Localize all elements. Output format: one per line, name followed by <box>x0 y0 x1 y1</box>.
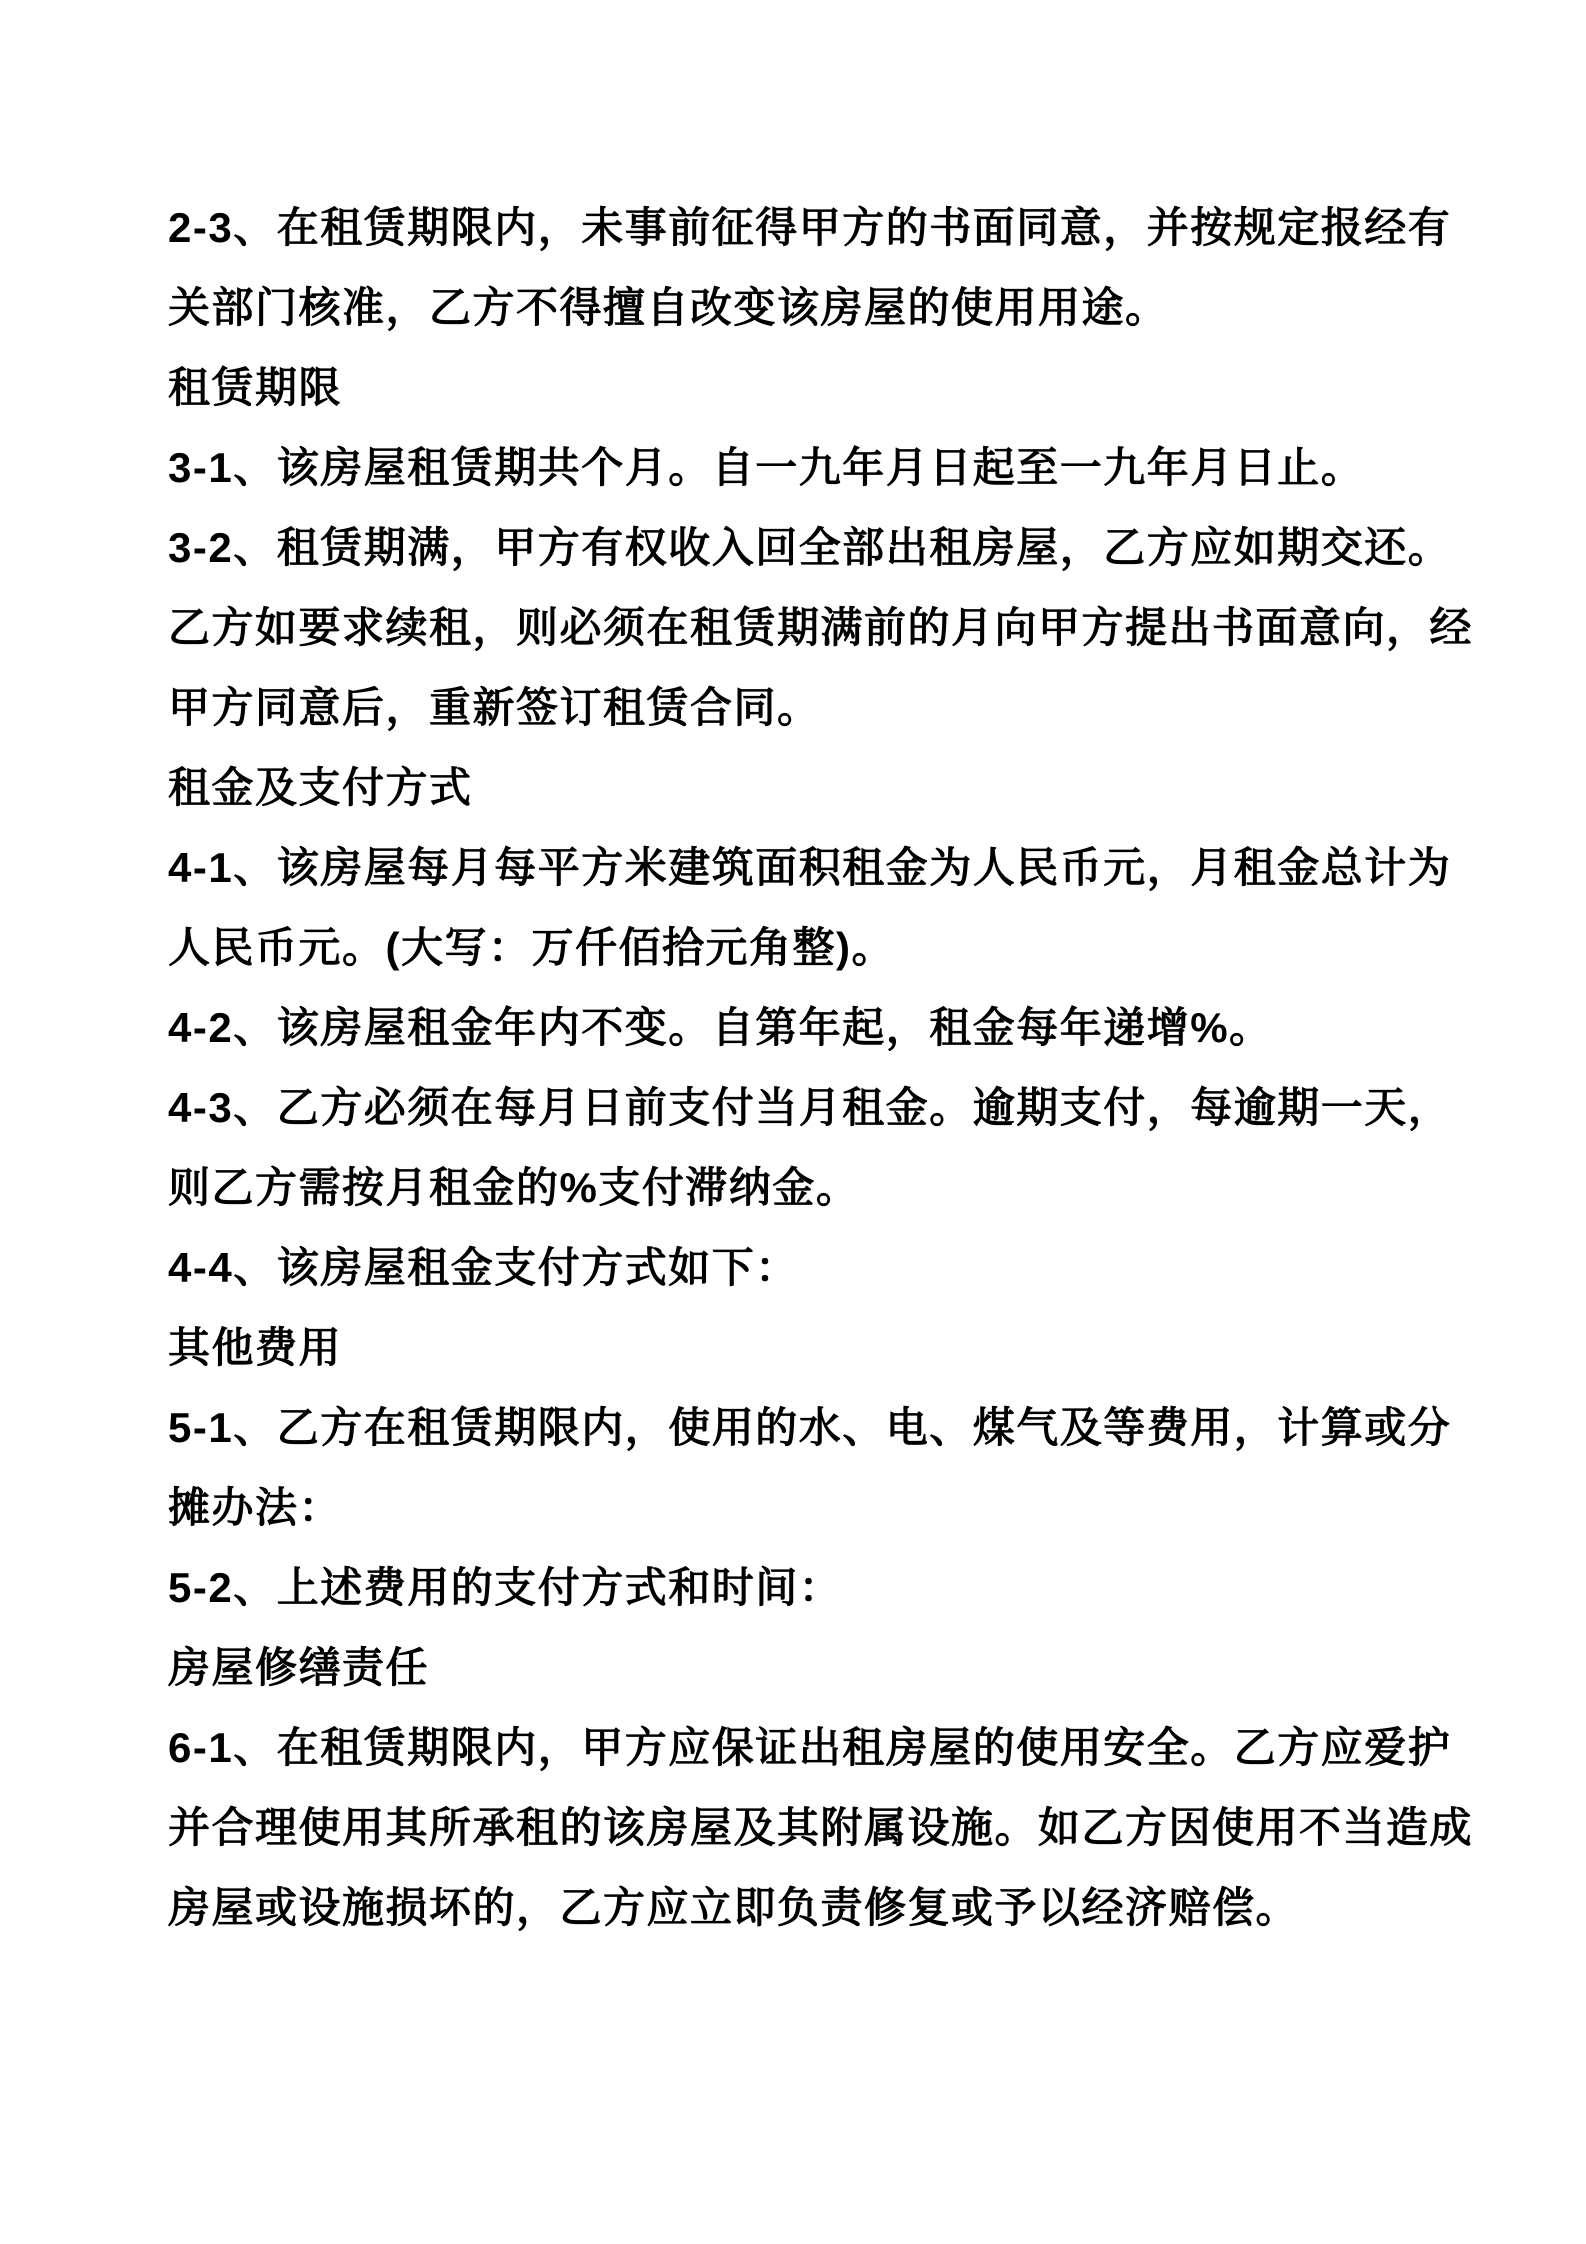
paragraph-line: 5-2、上述费用的支付方式和时间： <box>168 1564 843 1611</box>
paragraph-line: 4-2、该房屋租金年内不变。自第年起，租金每年递增%。 <box>168 1004 1273 1051</box>
paragraph-line: 3-1、该房屋租赁期共个月。自一九年月日起至一九年月日止。 <box>168 444 1365 491</box>
contract-body <box>168 188 1474 1948</box>
paragraph-line: 2-3、在租赁期限内，未事前征得甲方的书面同意，并按规定报经有 <box>168 204 1452 251</box>
paragraph-line: 并合理使用其所承租的该房屋及其附属设施。如乙方因使用不当造成 <box>168 1804 1474 1851</box>
paragraph-line: 4-4、该房屋租金支付方式如下： <box>168 1244 799 1291</box>
paragraph-line: 乙方如要求续租，则必须在租赁期满前的月向甲方提出书面意向，经 <box>168 604 1474 651</box>
paragraph-line: 则乙方需按月租金的%支付滞纳金。 <box>168 1164 860 1211</box>
paragraph-line: 关部门核准，乙方不得擅自改变该房屋的使用用途。 <box>168 284 1169 331</box>
paragraph-line: 摊办法： <box>168 1484 343 1531</box>
section-heading: 其他费用 <box>168 1324 343 1371</box>
paragraph-line: 4-3、乙方必须在每月日前支付当月租金。逾期支付，每逾期一天， <box>168 1084 1452 1131</box>
section-heading: 租金及支付方式 <box>168 764 473 811</box>
section-heading: 租赁期限 <box>168 364 343 411</box>
paragraph-line: 房屋或设施损坏的，乙方应立即负责修复或予以经济赔偿。 <box>168 1884 1300 1931</box>
section-heading: 房屋修缮责任 <box>168 1644 430 1691</box>
paragraph-line: 5-1、乙方在租赁期限内，使用的水、电、煤气及等费用，计算或分 <box>168 1404 1452 1451</box>
paragraph-line: 6-1、在租赁期限内，甲方应保证出租房屋的使用安全。乙方应爱护 <box>168 1724 1452 1771</box>
paragraph-line: 3-2、租赁期满，甲方有权收入回全部出租房屋，乙方应如期交还。 <box>168 524 1452 571</box>
paragraph-line: 人民币元。(大写：万仟佰拾元角整)。 <box>168 924 895 971</box>
paragraph-line: 4-1、该房屋每月每平方米建筑面积租金为人民币元，月租金总计为 <box>168 844 1452 891</box>
paragraph-line: 甲方同意后，重新签订租赁合同。 <box>168 684 821 731</box>
